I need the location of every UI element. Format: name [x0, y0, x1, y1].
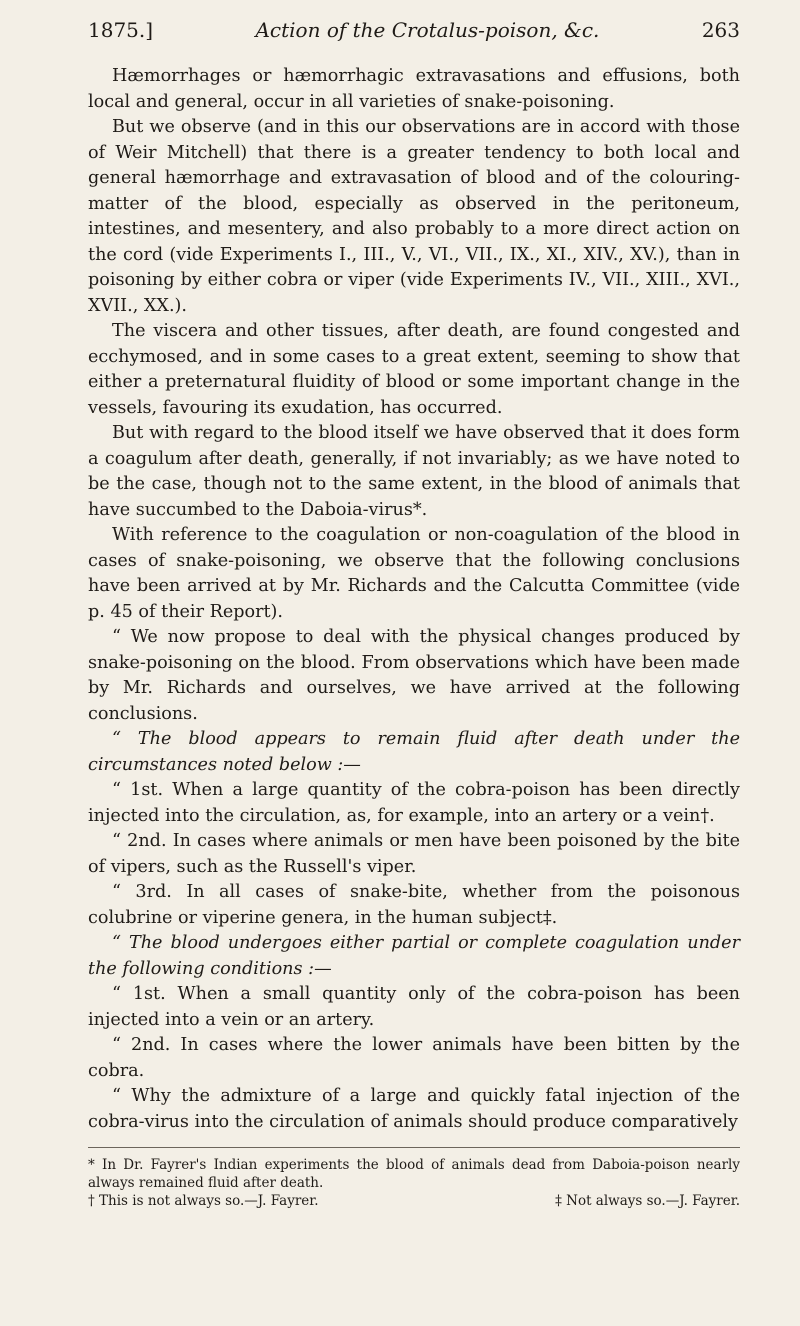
header-title: Action of the Crotalus-poison, &c.: [255, 18, 600, 42]
header-year: 1875.]: [88, 18, 154, 42]
paragraph: “ We now propose to deal with the physical changes produced by snake-poisoning on the blood. From observations which have been made by Mr. Richards and ourselves, we have arrived at the following conclusions.: [88, 627, 740, 724]
running-header: [88, 18, 740, 42]
paragraph: “ 1st. When a large quantity of the cobra-poison has been directly injected into the circulation, as, for example, into an artery or a vein†.: [88, 780, 740, 826]
paragraph: With reference to the coagulation or non-coagulation of the blood in cases of snake-poisoning, we observe that the following conclusions have been arrived at by Mr. Richards and the Calcutta Committee (vide p. 45 of their Report).: [88, 525, 740, 622]
footnote-dagger: † This is not always so.—J. Fayrer.: [88, 1193, 319, 1209]
footnote-star: * In Dr. Fayrer's Indian experiments the blood of animals dead from Daboia-poison nearly always remained fluid after death.: [88, 1157, 740, 1191]
footnotes: [88, 1147, 740, 1210]
footnote-double-dagger: ‡ Not always so.—J. Fayrer.: [555, 1193, 740, 1209]
paragraph: “ 2nd. In cases where the lower animals have been bitten by the cobra.: [88, 1035, 740, 1081]
paragraph: “ 3rd. In all cases of snake-bite, whether from the poisonous colubrine or viperine genera, in the human subject‡.: [88, 882, 740, 928]
paragraph: “ Why the admixture of a large and quickly fatal injection of the cobra-virus into the circulation of animals should produce comparatively: [88, 1086, 740, 1132]
paragraph: But with regard to the blood itself we have observed that it does form a coagulum after death, generally, if not invariably; as we have noted to be the case, though not to the same extent, in the blood of animals that have succumbed to the Daboia-virus*.: [88, 423, 740, 520]
paragraph-italic-heading: “ The blood undergoes either partial or complete coagulation under the following conditions :—: [88, 933, 740, 979]
paragraph: “ 2nd. In cases where animals or men have been poisoned by the bite of vipers, such as the Russell's viper.: [88, 831, 740, 877]
paragraph-italic-heading: “ The blood appears to remain fluid after death under the circumstances noted below :—: [88, 729, 740, 775]
footnote-row: [88, 1192, 740, 1210]
paragraph: Hæmorrhages or hæmorrhagic extravasations and effusions, both local and general, occur in all varieties of snake-poisoning.: [88, 66, 740, 112]
paragraph: But we observe (and in this our observations are in accord with those of Weir Mitchell) that there is a greater tendency to both local and general hæmorrhage and extravasation of blood and of the colouring-matter of the blood, especially as observed in the peritoneum, intestines, and mesentery, and also probably to a more direct action on the cord (vide Experiments I., III., V., VI., VII., IX., XI., XIV., XV.), than in poisoning by either cobra or viper (vide Experiments IV., VII., XIII., XVI., XVII., XX.).: [88, 117, 740, 316]
body-text: [88, 64, 740, 1135]
paragraph: “ 1st. When a small quantity only of the cobra-poison has been injected into a vein or an artery.: [88, 984, 740, 1030]
page-number: 263: [701, 18, 740, 42]
paragraph: The viscera and other tissues, after death, are found congested and ecchymosed, and in some cases to a great extent, seeming to show that either a preternatural fluidity of blood or some important change in the vessels, favouring its exudation, has occurred.: [88, 321, 740, 418]
